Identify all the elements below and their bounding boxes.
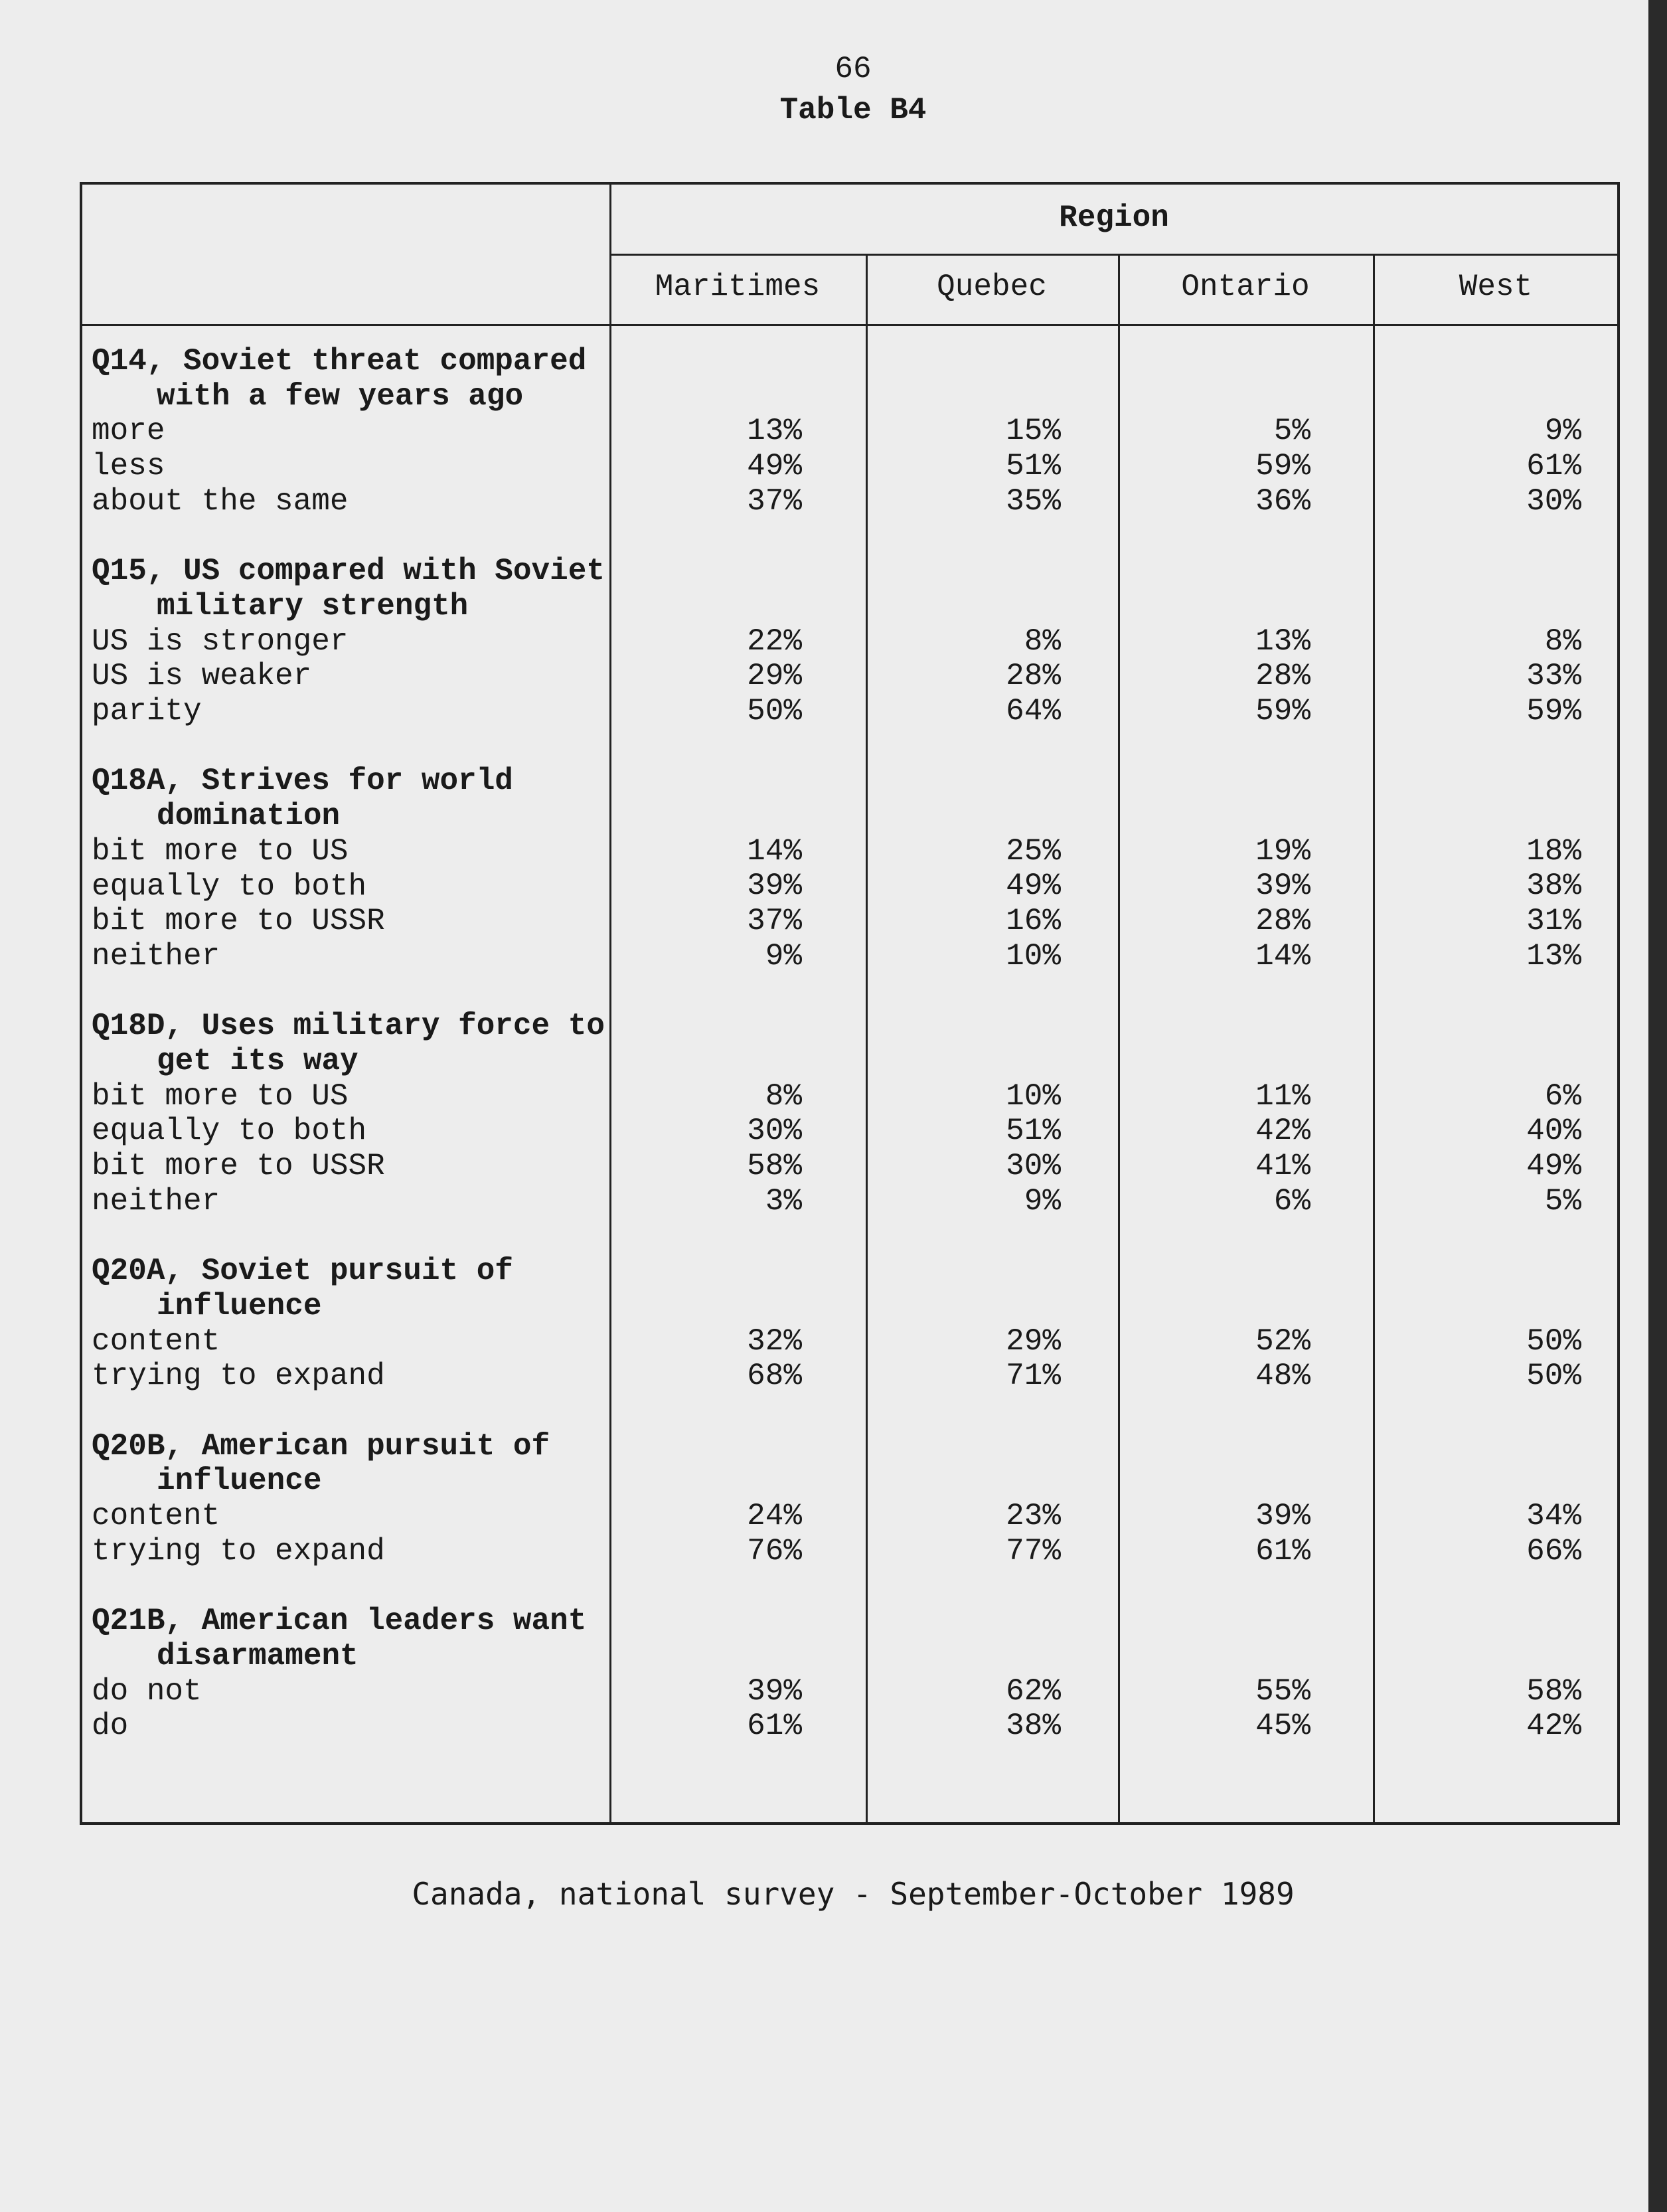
column-header-quebec: Quebec	[937, 270, 1047, 304]
question-label: Q18A, Strives for world domination	[92, 764, 513, 834]
cell-value: 11%	[1255, 1078, 1310, 1114]
cell-value: 14%	[1255, 938, 1310, 974]
cell-value: 40%	[1526, 1114, 1581, 1149]
cell-value: 49%	[1526, 1149, 1581, 1184]
cell-value: 30%	[747, 1114, 802, 1149]
answer-label: bit more to USSR	[92, 1149, 385, 1184]
question-group	[92, 554, 609, 729]
cell-value: 42%	[1526, 1709, 1581, 1744]
answer-label: about the same	[92, 483, 349, 519]
cell-value: 61%	[1526, 449, 1581, 484]
question-label: Q20B, American pursuit of influence	[92, 1428, 550, 1499]
answer-label: bit more to US	[92, 833, 349, 869]
cell-value: 49%	[747, 449, 802, 484]
value-group	[1373, 344, 1581, 519]
cell-value: 39%	[1255, 1499, 1310, 1534]
data-table	[80, 182, 1620, 1825]
answer-label: more	[92, 414, 165, 449]
page-number: 66	[834, 52, 872, 86]
cell-value: 19%	[1255, 833, 1310, 869]
cell-value: 9%	[1024, 1183, 1061, 1219]
cell-value: 55%	[1255, 1673, 1310, 1709]
cell-value: 31%	[1526, 904, 1581, 939]
cell-value: 9%	[765, 938, 802, 974]
answer-label: less	[92, 449, 165, 484]
cell-value: 25%	[1006, 833, 1061, 869]
cell-value: 37%	[747, 483, 802, 519]
column-west	[1373, 344, 1581, 1779]
answer-label: trying to expand	[92, 1533, 385, 1569]
cell-value: 23%	[1006, 1499, 1061, 1534]
cell-value: 38%	[1006, 1709, 1061, 1744]
answer-label: do not	[92, 1673, 202, 1709]
cell-value: 13%	[1255, 624, 1310, 659]
cell-value: 22%	[747, 624, 802, 659]
cell-value: 15%	[1006, 414, 1061, 449]
cell-value: 39%	[747, 869, 802, 904]
cell-value: 59%	[1255, 449, 1310, 484]
cell-value: 16%	[1006, 904, 1061, 939]
value-group	[1373, 1429, 1581, 1569]
cell-value: 50%	[1526, 1359, 1581, 1394]
cell-value: 42%	[1255, 1114, 1310, 1149]
answer-label: equally to both	[92, 869, 367, 904]
value-group	[609, 1604, 802, 1744]
cell-value: 29%	[1006, 1323, 1061, 1359]
value-group	[866, 1604, 1061, 1744]
answer-label: US is weaker	[92, 659, 312, 694]
cell-value: 62%	[1006, 1673, 1061, 1709]
cell-value: 51%	[1006, 1114, 1061, 1149]
cell-value: 50%	[1526, 1323, 1581, 1359]
cell-value: 28%	[1006, 659, 1061, 694]
cell-value: 13%	[1526, 938, 1581, 974]
cell-value: 10%	[1006, 938, 1061, 974]
cell-value: 36%	[1255, 483, 1310, 519]
value-group	[609, 554, 802, 729]
answer-label: content	[92, 1499, 220, 1534]
answer-label: neither	[92, 938, 220, 974]
answer-label: bit more to USSR	[92, 904, 385, 939]
cell-value: 71%	[1006, 1359, 1061, 1394]
answer-label: bit more to US	[92, 1078, 349, 1114]
answer-label: parity	[92, 694, 202, 729]
cell-value: 61%	[1255, 1533, 1310, 1569]
answer-label: do	[92, 1709, 129, 1744]
value-group	[866, 344, 1061, 519]
cell-value: 45%	[1255, 1709, 1310, 1744]
cell-value: 52%	[1255, 1323, 1310, 1359]
cell-value: 38%	[1526, 869, 1581, 904]
value-group	[609, 1254, 802, 1394]
cell-value: 18%	[1526, 833, 1581, 869]
cell-value: 6%	[1544, 1078, 1581, 1114]
question-group	[92, 1604, 609, 1744]
cell-value: 76%	[747, 1533, 802, 1569]
value-group	[866, 764, 1061, 974]
cell-value: 39%	[747, 1673, 802, 1709]
cell-value: 28%	[1255, 904, 1310, 939]
answer-label: content	[92, 1323, 220, 1359]
cell-value: 3%	[765, 1183, 802, 1219]
value-group	[1373, 1254, 1581, 1394]
cell-value: 50%	[747, 693, 802, 728]
cell-value: 66%	[1526, 1533, 1581, 1569]
cell-value: 61%	[747, 1709, 802, 1744]
value-group	[866, 554, 1061, 729]
cell-value: 59%	[1255, 693, 1310, 728]
cell-value: 5%	[1273, 414, 1310, 449]
header-rule	[609, 254, 1617, 256]
question-label: Q21B, American leaders want disarmament	[92, 1604, 587, 1673]
column-header-west: West	[1459, 270, 1533, 304]
value-group	[1373, 554, 1581, 729]
column-maritimes	[609, 344, 802, 1779]
cell-value: 6%	[1273, 1183, 1310, 1219]
question-label: Q20A, Soviet pursuit of influence	[92, 1254, 513, 1323]
value-group	[1118, 344, 1310, 519]
value-group	[866, 1009, 1061, 1219]
row-labels	[92, 344, 609, 1779]
value-group	[1118, 1254, 1310, 1394]
value-group	[609, 764, 802, 974]
cell-value: 5%	[1544, 1183, 1581, 1219]
cell-value: 49%	[1006, 869, 1061, 904]
question-label: Q15, US compared with Soviet military strength	[92, 554, 605, 624]
cell-value: 37%	[747, 904, 802, 939]
question-group	[92, 1429, 609, 1569]
cell-value: 28%	[1255, 659, 1310, 694]
cell-value: 59%	[1526, 693, 1581, 728]
question-group	[92, 764, 609, 974]
cell-value: 29%	[747, 659, 802, 694]
cell-value: 8%	[765, 1078, 802, 1114]
cell-value: 30%	[1526, 483, 1581, 519]
column-quebec	[866, 344, 1061, 1779]
question-group	[92, 1009, 609, 1219]
cell-value: 64%	[1006, 693, 1061, 728]
table-caption: Canada, national survey - September-October 1989	[412, 1876, 1295, 1912]
cell-value: 58%	[747, 1149, 802, 1184]
cell-value: 24%	[747, 1499, 802, 1534]
region-header: Region	[1059, 201, 1169, 235]
answer-label: equally to both	[92, 1114, 367, 1149]
value-group	[609, 1429, 802, 1569]
cell-value: 58%	[1526, 1673, 1581, 1709]
cell-value: 41%	[1255, 1149, 1310, 1184]
column-ontario	[1118, 344, 1310, 1779]
value-group	[866, 1254, 1061, 1394]
answer-label: US is stronger	[92, 624, 349, 659]
value-group	[1118, 1604, 1310, 1744]
cell-value: 39%	[1255, 869, 1310, 904]
value-group	[1373, 764, 1581, 974]
cell-value: 13%	[747, 414, 802, 449]
value-group	[1373, 1604, 1581, 1744]
cell-value: 68%	[747, 1359, 802, 1394]
column-header-maritimes: Maritimes	[655, 270, 821, 304]
cell-value: 10%	[1006, 1078, 1061, 1114]
value-group	[609, 344, 802, 519]
question-label: Q18D, Uses military force to get its way	[92, 1009, 605, 1079]
cell-value: 48%	[1255, 1359, 1310, 1394]
cell-value: 9%	[1544, 414, 1581, 449]
cell-value: 33%	[1526, 659, 1581, 694]
cell-value: 77%	[1006, 1533, 1061, 1569]
value-group	[1118, 764, 1310, 974]
cell-value: 14%	[747, 833, 802, 869]
cell-value: 35%	[1006, 483, 1061, 519]
value-group	[1118, 1429, 1310, 1569]
question-label: Q14, Soviet threat compared with a few years ago	[92, 344, 587, 414]
value-group	[866, 1429, 1061, 1569]
table-title: Table B4	[779, 93, 927, 128]
answer-label: trying to expand	[92, 1359, 385, 1394]
cell-value: 8%	[1544, 624, 1581, 659]
cell-value: 30%	[1006, 1149, 1061, 1184]
cell-value: 34%	[1526, 1499, 1581, 1534]
cell-value: 51%	[1006, 449, 1061, 484]
header-rule	[82, 324, 1617, 326]
question-group	[92, 344, 609, 519]
answer-label: neither	[92, 1183, 220, 1219]
value-group	[1373, 1009, 1581, 1219]
cell-value: 32%	[747, 1323, 802, 1359]
column-header-ontario: Ontario	[1181, 270, 1310, 304]
value-group	[1118, 1009, 1310, 1219]
value-group	[609, 1009, 802, 1219]
question-group	[92, 1254, 609, 1394]
cell-value: 8%	[1024, 624, 1061, 659]
value-group	[1118, 554, 1310, 729]
